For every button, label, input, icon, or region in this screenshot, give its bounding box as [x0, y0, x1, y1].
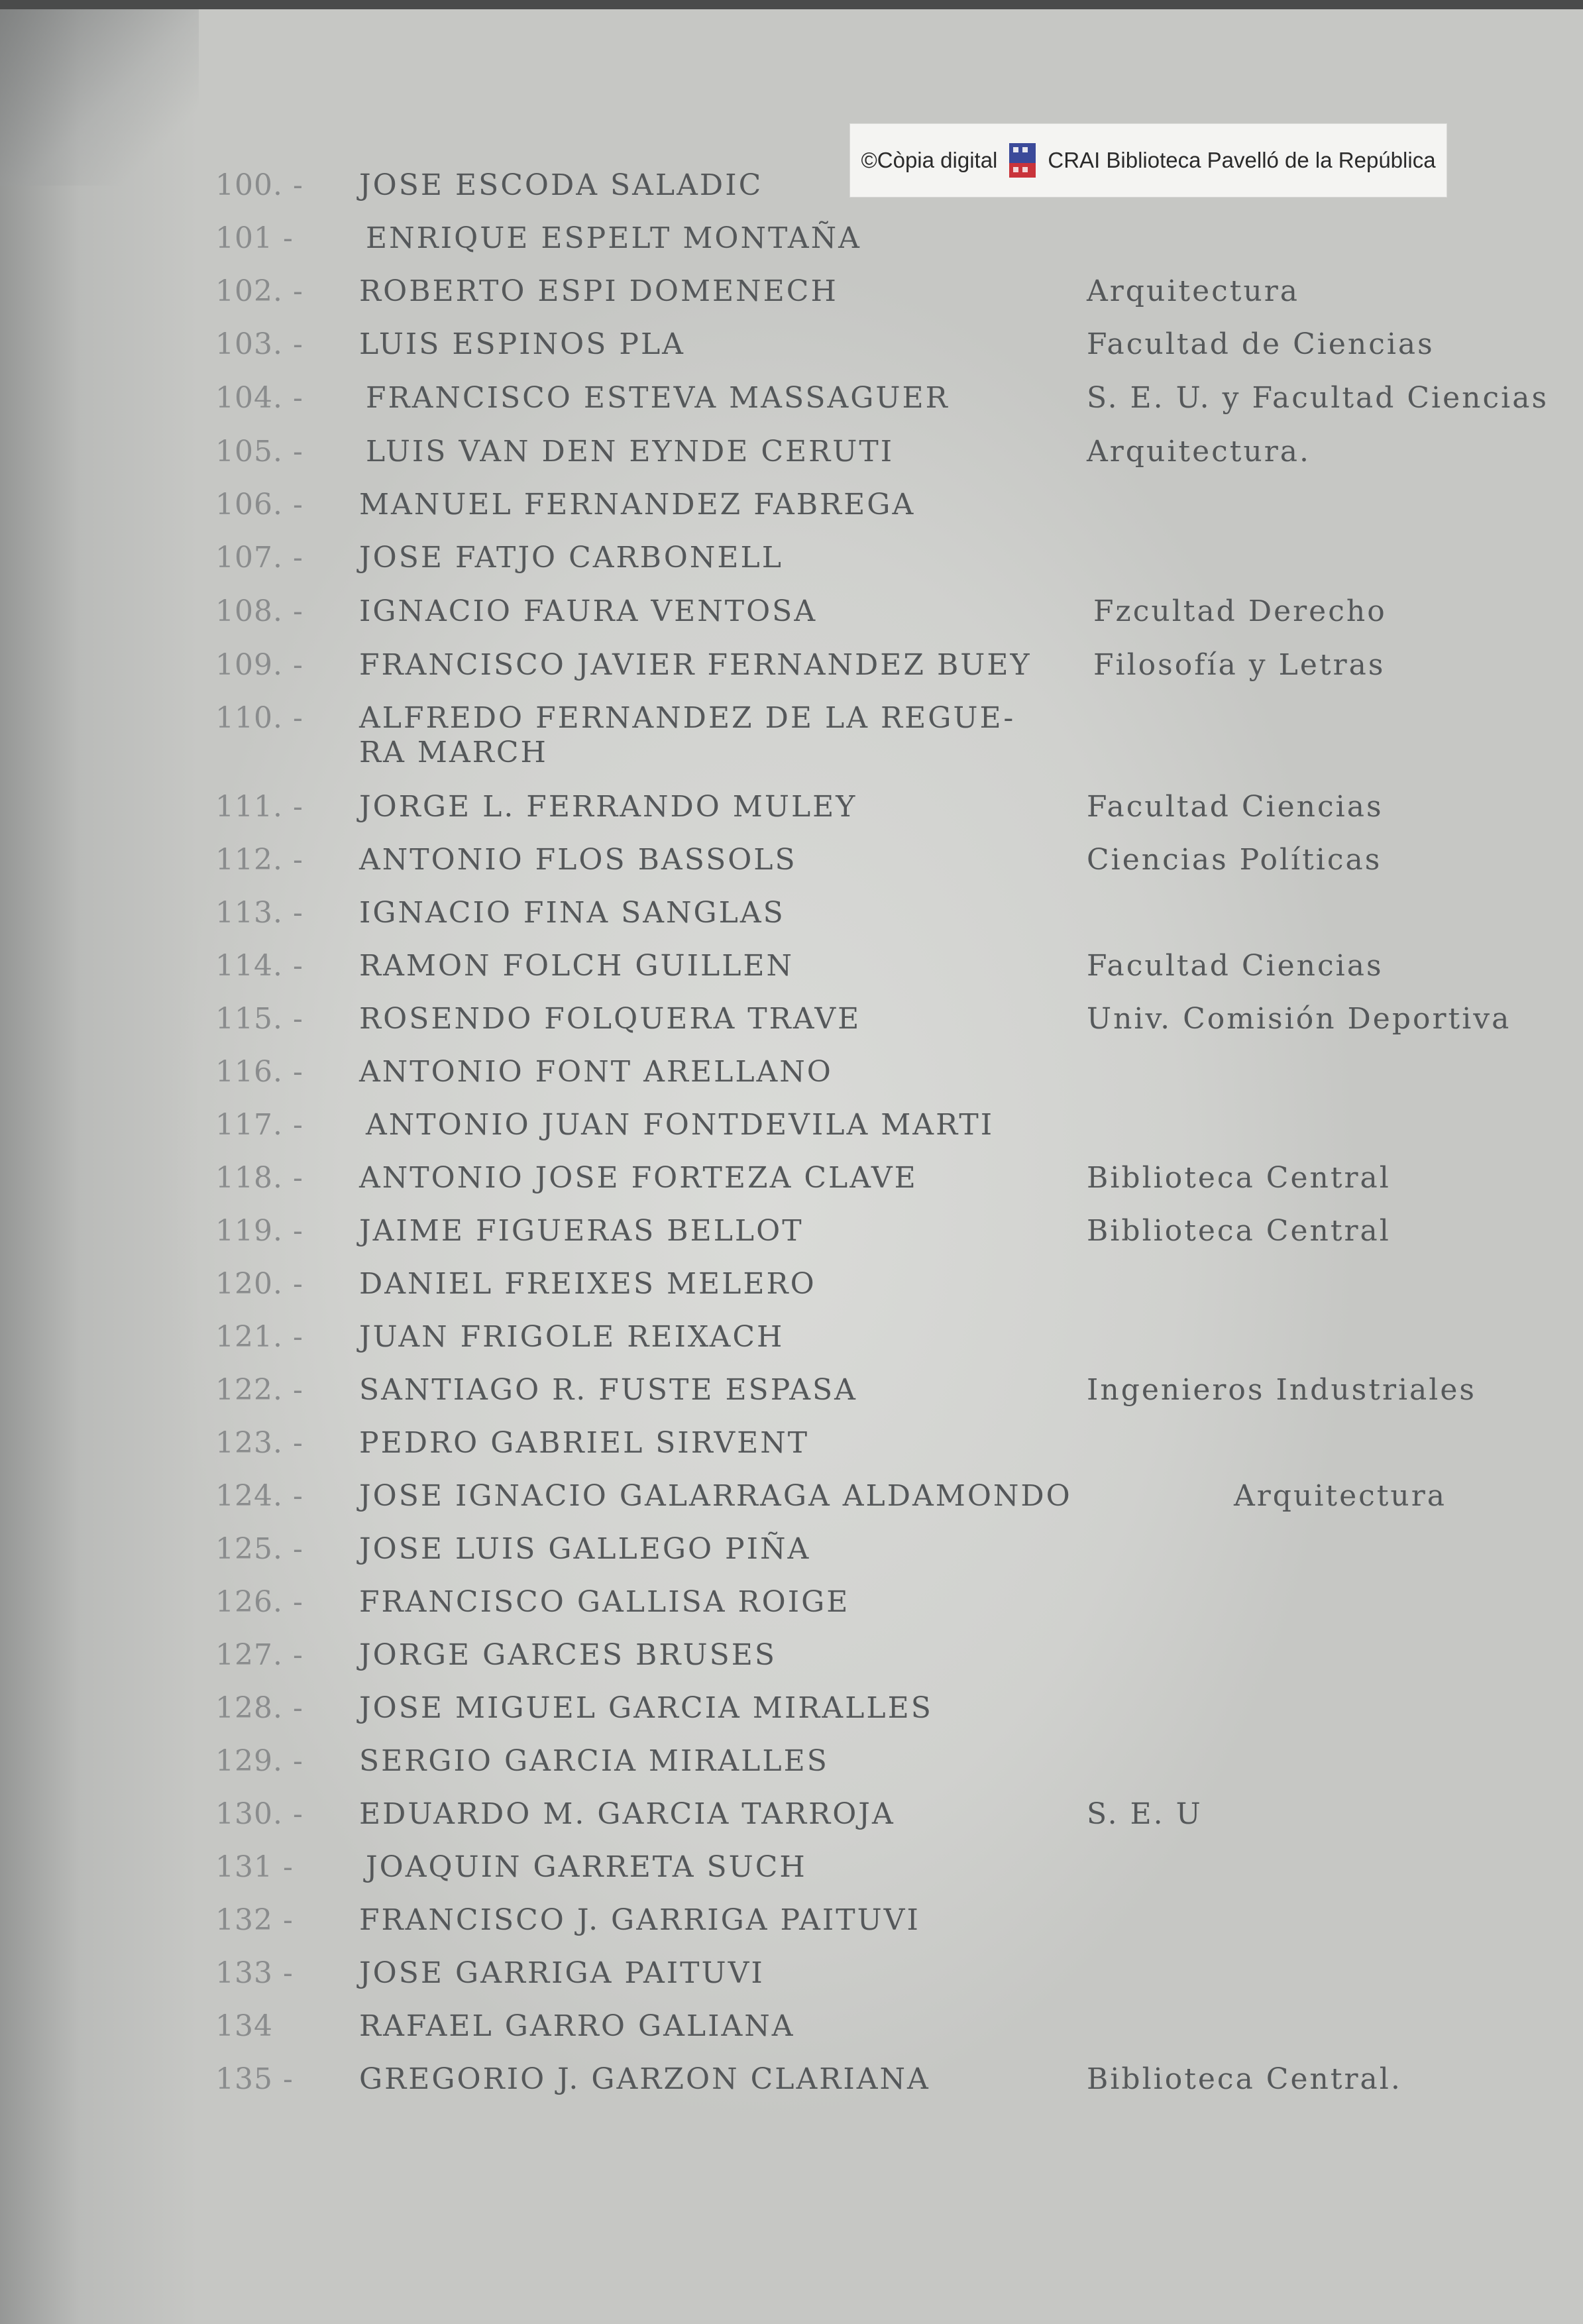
entry-name: RAMON FOLCH GUILLEN — [359, 949, 794, 983]
entry-name: GREGORIO J. GARZON CLARIANA — [359, 2062, 930, 2096]
list-item — [0, 274, 1583, 326]
list-item — [0, 381, 1583, 433]
list-item — [0, 541, 1583, 592]
page-corner-fold — [0, 0, 199, 186]
list-item — [0, 1161, 1583, 1213]
entry-name: JAIME FIGUERAS BELLOT — [359, 1214, 804, 1248]
list-item — [0, 1850, 1583, 1902]
entry-faculty: Arquitectura — [1234, 1479, 1447, 1513]
entry-name: JOSE ESCODA SALADIC — [359, 168, 763, 202]
entry-number: 110. - — [215, 701, 303, 735]
entry-name: IGNACIO FINA SANGLAS — [359, 896, 785, 930]
entry-faculty: Facultad Ciencias — [1087, 949, 1384, 983]
list-item — [0, 1903, 1583, 1955]
entry-number: 117. - — [215, 1108, 303, 1142]
entry-number: 107. - — [215, 541, 303, 575]
entry-number: 108. - — [215, 594, 303, 628]
entry-number: 127. - — [215, 1638, 303, 1672]
list-item — [0, 1426, 1583, 1478]
entry-number: 134 — [215, 2009, 273, 2043]
entry-number: 114. - — [215, 949, 303, 983]
entry-name: RAFAEL GARRO GALIANA — [359, 2009, 795, 2043]
entry-name: LUIS ESPINOS PLA — [359, 327, 685, 361]
list-item — [0, 435, 1583, 486]
entry-faculty: S. E. U. y Facultad Ciencias — [1087, 381, 1549, 415]
entry-number: 125. - — [215, 1532, 303, 1566]
entry-name: SANTIAGO R. FUSTE ESPASA — [359, 1373, 857, 1407]
entry-name: ALFREDO FERNANDEZ DE LA REGUE- RA MARCH — [359, 701, 1016, 769]
entry-faculty: Ciencias Políticas — [1087, 843, 1382, 877]
list-item — [0, 1532, 1583, 1584]
entry-name: FRANCISCO GALLISA ROIGE — [359, 1585, 850, 1619]
entry-faculty: Filosofía y Letras — [1093, 648, 1386, 682]
entry-number: 111. - — [215, 790, 303, 824]
list-item — [0, 1638, 1583, 1690]
entry-name: ANTONIO JUAN FONTDEVILA MARTI — [366, 1108, 995, 1142]
entry-name: FRANCISCO ESTEVA MASSAGUER — [366, 381, 950, 415]
entry-faculty: Facultad de Ciencias — [1087, 327, 1435, 361]
entry-number: 113. - — [215, 896, 303, 930]
entry-faculty: Arquitectura. — [1087, 435, 1311, 469]
entry-name: JOSE FATJO CARBONELL — [359, 541, 783, 575]
entry-name: ENRIQUE ESPELT MONTAÑA — [366, 221, 861, 255]
list-item — [0, 221, 1583, 273]
entry-number: 103. - — [215, 327, 303, 361]
entry-number: 131 - — [215, 1850, 294, 1884]
entry-faculty: Fzcultad Derecho — [1093, 594, 1387, 628]
list-item — [0, 648, 1583, 700]
list-item — [0, 1320, 1583, 1372]
stamp-text-right: CRAI Biblioteca Pavelló de la República — [1048, 148, 1436, 172]
list-item — [0, 488, 1583, 539]
entry-number: 122. - — [215, 1373, 303, 1407]
list-item — [0, 896, 1583, 948]
list-item — [0, 1479, 1583, 1531]
entry-number: 120. - — [215, 1267, 303, 1301]
entry-name: FRANCISCO JAVIER FERNANDEZ BUEY — [359, 648, 1032, 682]
list-item — [0, 2062, 1583, 2114]
entry-faculty: Biblioteca Central — [1087, 1214, 1391, 1248]
entry-number: 118. - — [215, 1161, 303, 1195]
entry-name: JOSE LUIS GALLEGO PIÑA — [359, 1532, 811, 1566]
list-item — [0, 790, 1583, 842]
list-item — [0, 1744, 1583, 1796]
entry-number: 128. - — [215, 1691, 303, 1725]
list-item — [0, 1214, 1583, 1266]
entry-number: 121. - — [215, 1320, 303, 1354]
entry-name: ANTONIO JOSE FORTEZA CLAVE — [359, 1161, 918, 1195]
scan-top-border — [0, 0, 1583, 9]
list-item — [0, 1373, 1583, 1425]
entry-name: IGNACIO FAURA VENTOSA — [359, 594, 818, 628]
list-item — [0, 949, 1583, 1001]
entry-name: JOSE GARRIGA PAITUVI — [359, 1956, 765, 1990]
entry-faculty: Ingenieros Industriales — [1087, 1373, 1476, 1407]
stamp-text-left: ©Còpia digital — [861, 148, 998, 172]
entry-faculty: S. E. U — [1087, 1797, 1203, 1831]
entry-number: 119. - — [215, 1214, 303, 1248]
entry-number: 126. - — [215, 1585, 303, 1619]
entry-name: MANUEL FERNANDEZ FABREGA — [359, 488, 916, 522]
list-item — [0, 701, 1583, 781]
entry-number: 102. - — [215, 274, 303, 308]
entry-name: ROBERTO ESPI DOMENECH — [359, 274, 838, 308]
entry-faculty: Biblioteca Central — [1087, 1161, 1391, 1195]
entry-name: ANTONIO FONT ARELLANO — [359, 1055, 833, 1089]
entry-name: ROSENDO FOLQUERA TRAVE — [359, 1002, 861, 1036]
list-item — [0, 1108, 1583, 1160]
entry-name: JOSE IGNACIO GALARRAGA ALDAMONDO — [359, 1479, 1072, 1513]
entry-name: DANIEL FREIXES MELERO — [359, 1267, 816, 1301]
list-item — [0, 1956, 1583, 2008]
list-item — [0, 327, 1583, 379]
entry-faculty: Arquitectura — [1087, 274, 1300, 308]
entry-number: 130. - — [215, 1797, 303, 1831]
entry-number: 104. - — [215, 381, 303, 415]
entry-name: JORGE L. FERRANDO MULEY — [359, 790, 857, 824]
list-item — [0, 1267, 1583, 1319]
entry-number: 116. - — [215, 1055, 303, 1089]
entry-name: JOAQUIN GARRETA SUCH — [366, 1850, 807, 1884]
list-item — [0, 1585, 1583, 1637]
entry-number: 115. - — [215, 1002, 303, 1036]
list-item — [0, 2009, 1583, 2061]
entry-number: 109. - — [215, 648, 303, 682]
entry-number: 100. - — [215, 168, 303, 202]
entry-name: PEDRO GABRIEL SIRVENT — [359, 1426, 810, 1460]
list-item — [0, 1691, 1583, 1743]
entry-number: 133 - — [215, 1956, 294, 1990]
entry-name: JORGE GARCES BRUSES — [359, 1638, 777, 1672]
entry-number: 124. - — [215, 1479, 303, 1513]
list-item — [0, 1002, 1583, 1054]
list-item — [0, 1055, 1583, 1107]
list-item — [0, 1797, 1583, 1849]
entry-number: 129. - — [215, 1744, 303, 1778]
list-item — [0, 168, 1583, 220]
entry-name: FRANCISCO J. GARRIGA PAITUVI — [359, 1903, 920, 1937]
entry-number: 123. - — [215, 1426, 303, 1460]
entry-name: EDUARDO M. GARCIA TARROJA — [359, 1797, 895, 1831]
entry-faculty: Univ. Comisión Deportiva — [1087, 1002, 1511, 1036]
entry-number: 101 - — [215, 221, 294, 255]
entry-faculty: Biblioteca Central. — [1087, 2062, 1402, 2096]
entry-number: 106. - — [215, 488, 303, 522]
entry-faculty: Facultad Ciencias — [1087, 790, 1384, 824]
entry-number: 112. - — [215, 843, 303, 877]
entry-name: JOSE MIGUEL GARCIA MIRALLES — [359, 1691, 933, 1725]
entry-name: SERGIO GARCIA MIRALLES — [359, 1744, 829, 1778]
entry-name: ANTONIO FLOS BASSOLS — [359, 843, 797, 877]
entry-number: 132 - — [215, 1903, 294, 1937]
entry-name: LUIS VAN DEN EYNDE CERUTI — [366, 435, 895, 469]
list-item — [0, 843, 1583, 895]
entry-number: 135 - — [215, 2062, 294, 2096]
list-item — [0, 594, 1583, 646]
entry-name: JUAN FRIGOLE REIXACH — [359, 1320, 785, 1354]
entry-number: 105. - — [215, 435, 303, 469]
